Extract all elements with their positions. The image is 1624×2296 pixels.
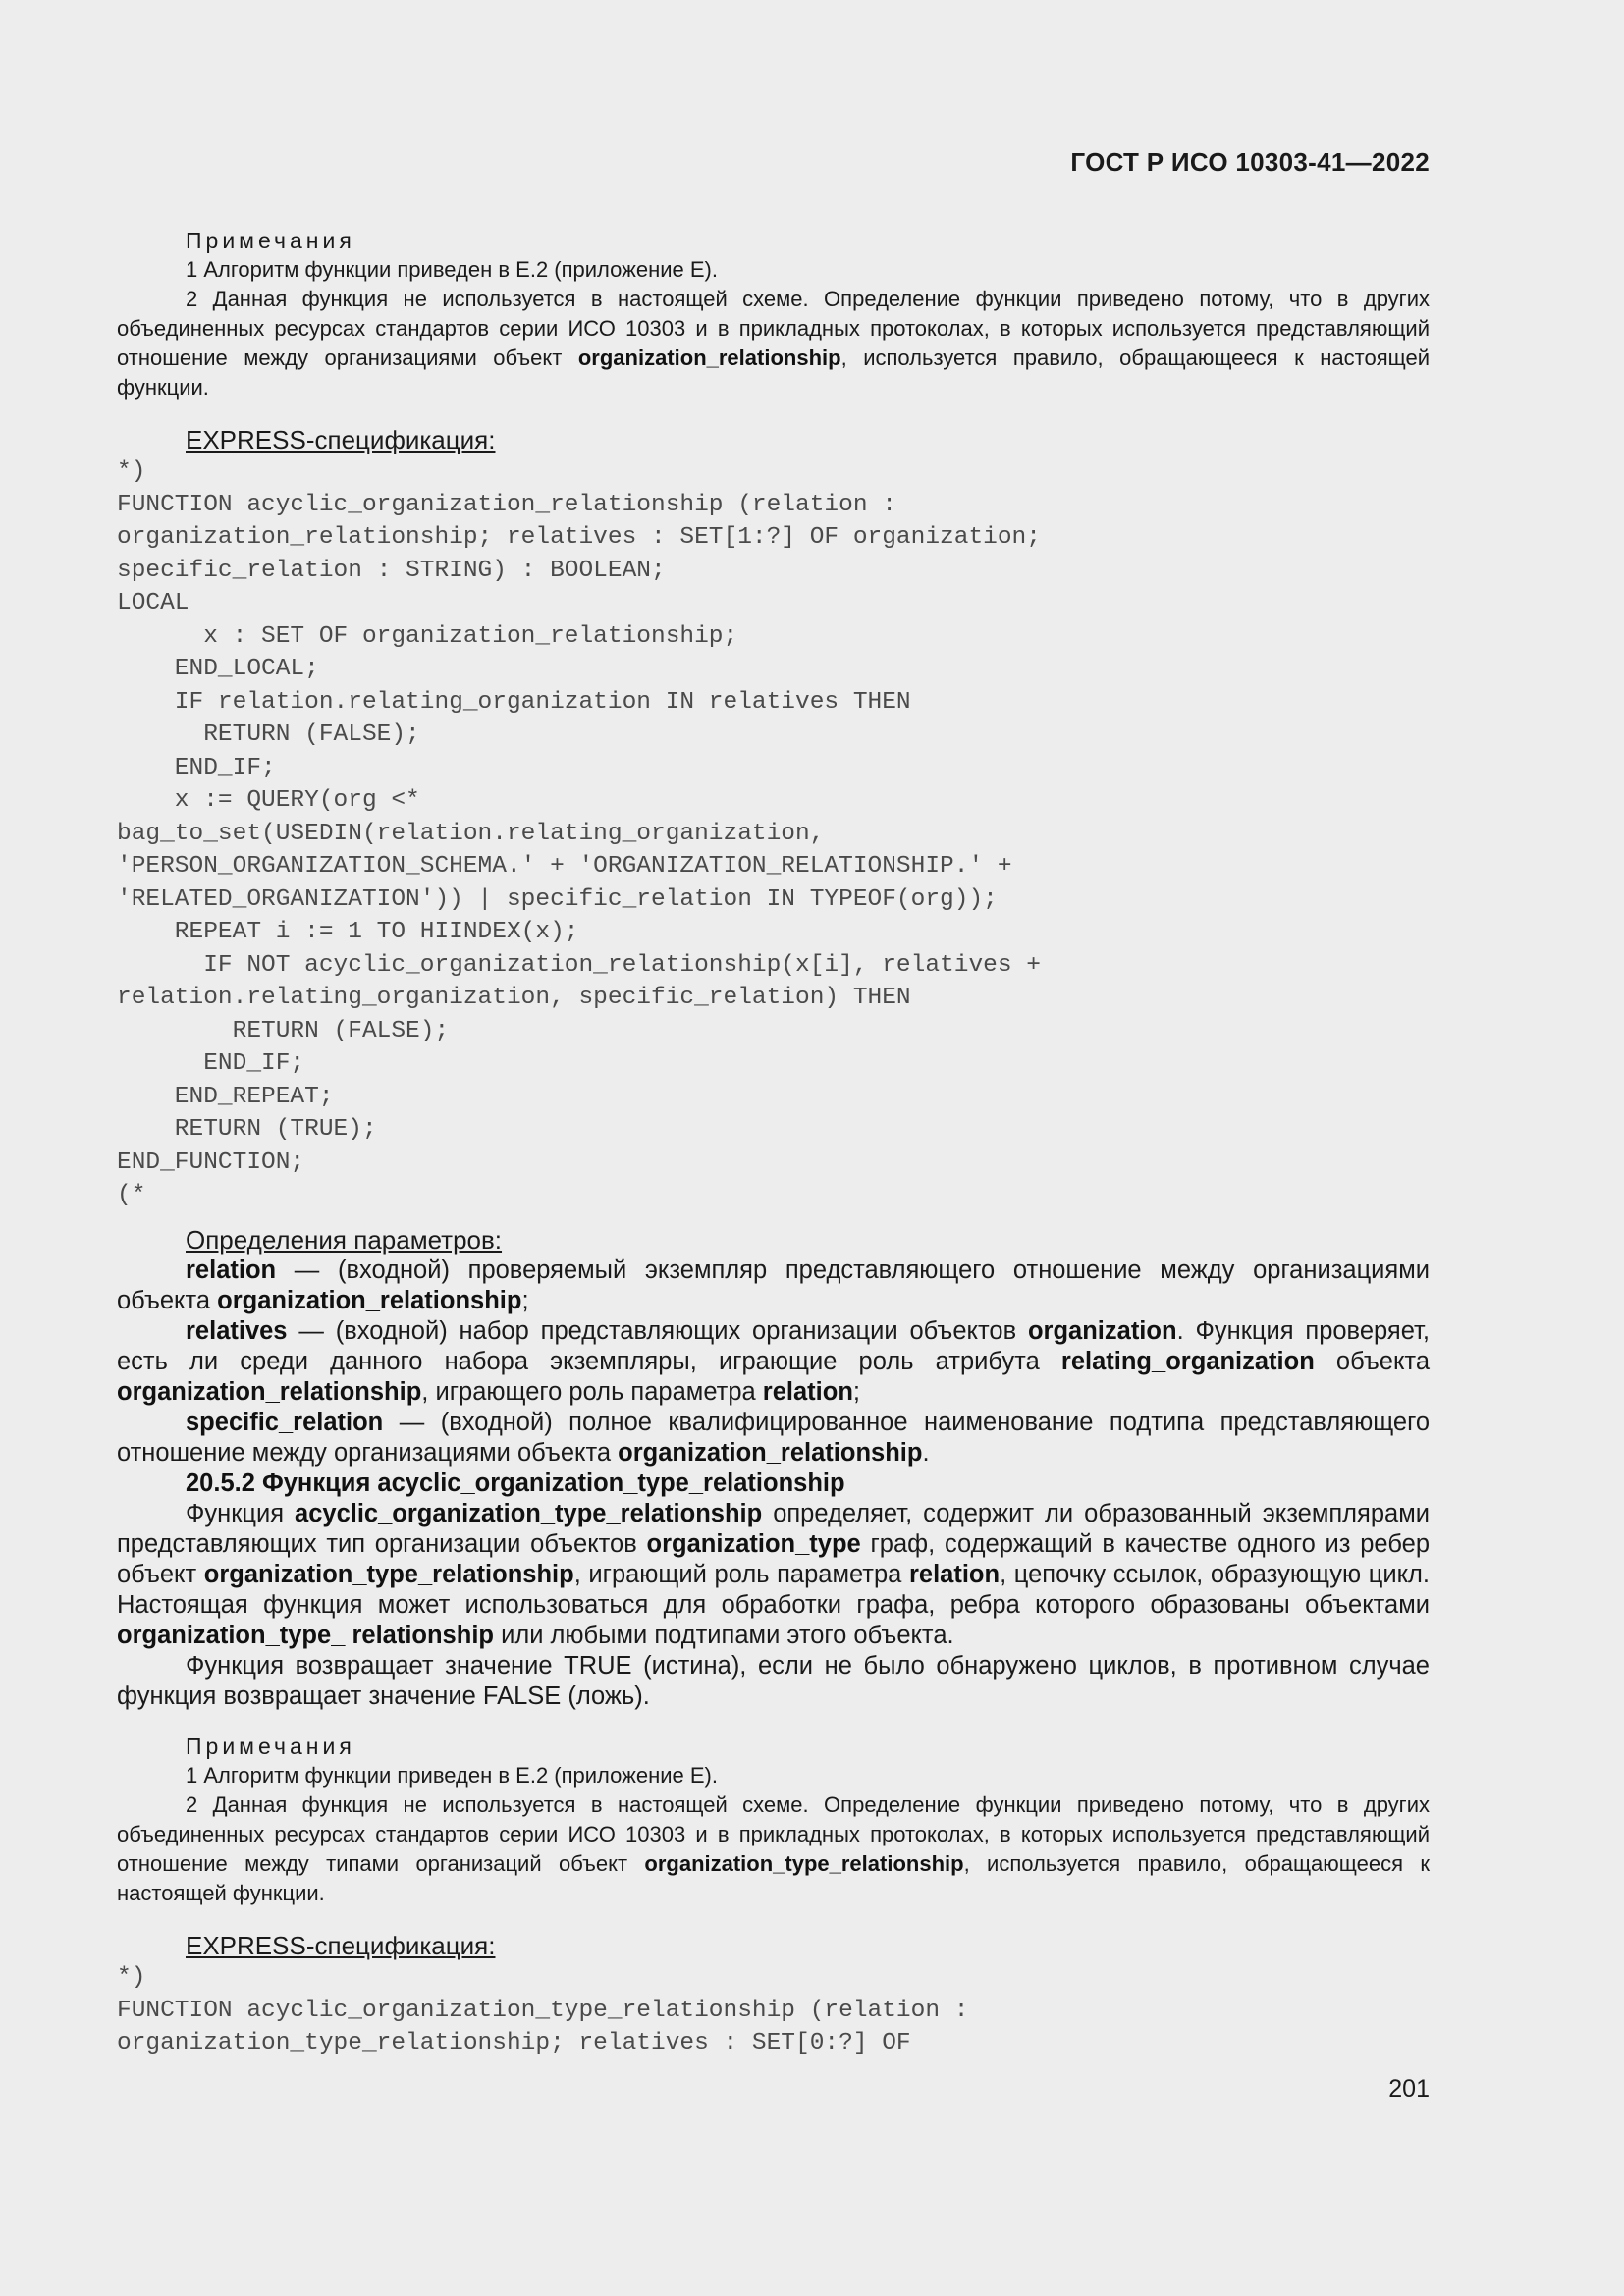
parameter-definitions — [117, 1224, 1430, 1712]
param-specific-relation: specific_relation — (входной) полное квалифицированное наименование подтипа представляющего отношение между организациями объекта organization_relationship. — [117, 1409, 1430, 1467]
express-code: *) FUNCTION acyclic_organization_relationship (relation : organization_relationship; relatives : SET[1:?] OF organization; specific_relation : STRING) : BOOLEAN; LOCAL x : SET OF organization_relationship; END_LOCAL; IF relation.relating_organization IN relatives THEN RETURN (FALSE); END_IF; x := QUERY(org <* bag_to_set(USEDIN(relation.relating_organization, 'PERSON_ORGANIZATION_SCHEMA.' + 'ORGANIZATION_RELATIONSHIP.' + 'RELATED_ORGANIZATION')) | specific_relation IN TYPEOF(org)); REPEAT i := 1 TO HIINDEX(x); IF NOT acyclic_organization_relationship(x[i], relatives + relation.relating_organization, specific_relation) THEN RETURN (FALSE); END_IF; END_REPEAT; RETURN (TRUE); END_FUNCTION; (* — [117, 458, 1041, 1208]
note-2: 2 Данная функция не используется в настоящей схеме. Определение функции приведено потому, что в других объединенных ресурсах стандартов серии ИСО 10303 и в прикладных протоколах, в которых используется представляющий отношение между типами организаций объект organization_type_relationship, используется правило, обращающееся к настоящей функции. — [117, 1792, 1430, 1905]
notes-block-2 — [117, 1732, 1430, 1908]
section-paragraph-1: Функция acyclic_organization_type_relationship определяет, содержит ли образованный экземплярами представляющих тип организации объектов organization_type граф, содержащий в качестве одного из ребер объект organization_type_relationship, играющий роль параметра relation, цепочку ссылок, образующую цикл. Настоящая функция может использоваться для обработки графа, ребра которого образованы объектами organization_type_ relationship или любыми подтипами этого объекта. — [117, 1500, 1431, 1649]
page-number: 201 — [1388, 2075, 1430, 2103]
notes-block-1 — [117, 226, 1430, 402]
notes-title: Примечания — [186, 228, 355, 253]
note-1: 1 Алгоритм функции приведен в Е.2 (приложение Е). — [186, 1763, 718, 1788]
note-2: 2 Данная функция не используется в настоящей схеме. Определение функции приведено потому, что в других объединенных ресурсах стандартов серии ИСО 10303 и в прикладных протоколах, в которых используется представляющий отношение между организациями объект organization_relationship, используется правило, обращающееся к настоящей функции. — [117, 287, 1430, 400]
section-paragraph-2: Функция возвращает значение TRUE (истина), если не было обнаружено циклов, в противном случае функция возвращает значение FALSE (ложь). — [117, 1652, 1430, 1710]
params-heading: Определения параметров: — [186, 1225, 503, 1255]
notes-title: Примечания — [186, 1734, 355, 1759]
section-title: 20.5.2 Функция acyclic_organization_type_relationship — [186, 1469, 845, 1497]
express-spec-1 — [117, 424, 1430, 1212]
express-heading: EXPRESS-спецификация: — [186, 1931, 496, 1960]
document-id: ГОСТ Р ИСО 10303-41—2022 — [1070, 147, 1430, 177]
express-code: *) FUNCTION acyclic_organization_type_relationship (relation : organization_type_relationship; relatives : SET[0:?] OF — [117, 1964, 969, 2056]
express-spec-2 — [117, 1930, 1430, 2060]
param-relatives: relatives — (входной) набор представляющих организации объектов organization. Функция проверяет, есть ли среди данного набора экземпляры, играющие роль атрибута relating_organization объекта organization_relationship, играющего роль параметра relation; — [117, 1317, 1431, 1406]
note-1: 1 Алгоритм функции приведен в Е.2 (приложение Е). — [186, 257, 718, 282]
express-heading: EXPRESS-спецификация: — [186, 425, 496, 454]
param-relation: relation — (входной) проверяемый экземпляр представляющего отношение между организациями объекта organization_relationship; — [117, 1256, 1430, 1314]
